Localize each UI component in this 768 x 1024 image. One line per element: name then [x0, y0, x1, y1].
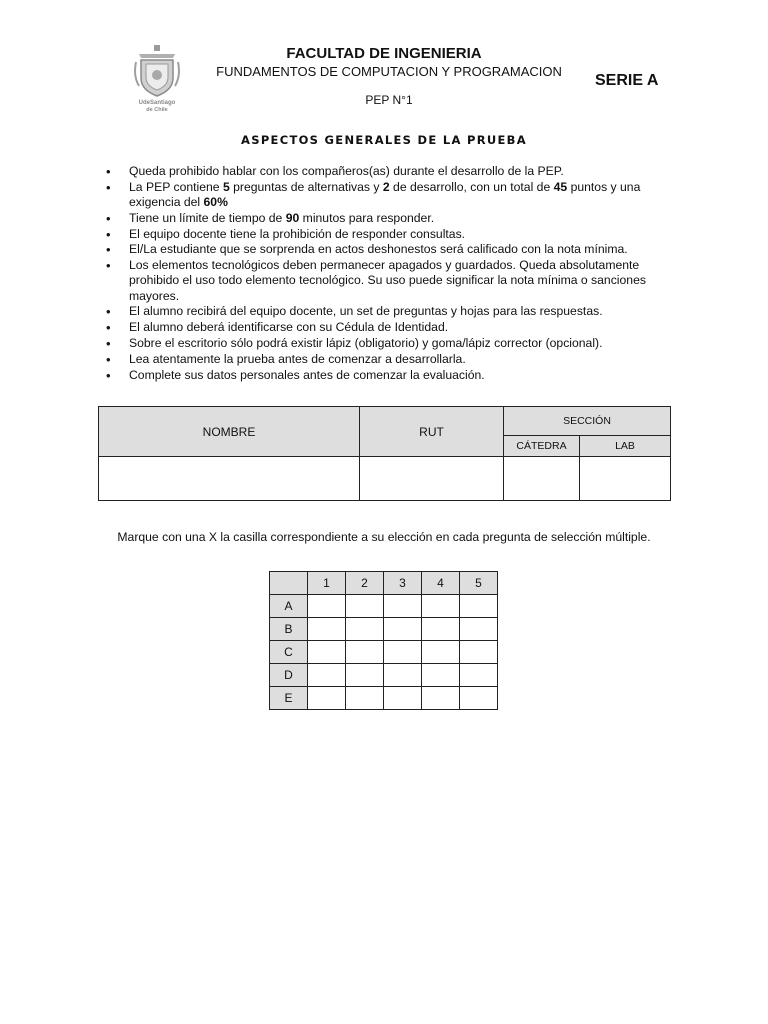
- grid-corner: [270, 572, 308, 595]
- answer-cell[interactable]: [422, 618, 460, 641]
- answer-cell[interactable]: [346, 687, 384, 710]
- answer-cell[interactable]: [384, 641, 422, 664]
- rule-item: • Tiene un límite de tiempo de 90 minutos para responder.: [106, 211, 671, 226]
- option-label: C: [270, 641, 308, 664]
- answer-cell[interactable]: [346, 641, 384, 664]
- answer-cell[interactable]: [384, 595, 422, 618]
- exam-number: PEP N°1: [365, 93, 413, 107]
- question-header: 1: [308, 572, 346, 595]
- answer-cell[interactable]: [422, 687, 460, 710]
- answer-cell[interactable]: [460, 595, 498, 618]
- answer-cell[interactable]: [460, 664, 498, 687]
- answer-cell[interactable]: [460, 687, 498, 710]
- seccion-header: SECCIÓN: [504, 407, 671, 436]
- catedra-field[interactable]: [504, 457, 580, 501]
- answer-cell[interactable]: [384, 687, 422, 710]
- question-header: 5: [460, 572, 498, 595]
- serie-label: SERIE A: [595, 72, 659, 89]
- answer-cell[interactable]: [460, 618, 498, 641]
- rule-item: • Queda prohibido hablar con los compañeros(as) durante el desarrollo de la PEP.: [106, 164, 671, 179]
- answer-cell[interactable]: [308, 595, 346, 618]
- answer-cell[interactable]: [308, 664, 346, 687]
- rule-item: • Complete sus datos personales antes de comenzar la evaluación.: [106, 368, 671, 383]
- rule-item: • El equipo docente tiene la prohibición de responder consultas.: [106, 227, 671, 242]
- lab-header: LAB: [580, 436, 671, 457]
- svg-text:UdeSantiago: UdeSantiago: [138, 100, 176, 106]
- question-header: 4: [422, 572, 460, 595]
- rut-header: RUT: [360, 407, 504, 457]
- answer-cell[interactable]: [308, 641, 346, 664]
- answer-cell[interactable]: [422, 641, 460, 664]
- faculty-title: FACULTAD DE INGENIERIA: [286, 45, 482, 62]
- rule-item: • El alumno recibirá del equipo docente, un set de preguntas y hojas para las respuestas.: [106, 304, 671, 319]
- answer-cell[interactable]: [460, 641, 498, 664]
- option-label: D: [270, 664, 308, 687]
- nombre-field[interactable]: [99, 457, 360, 501]
- answer-grid: [269, 571, 498, 710]
- answer-cell[interactable]: [346, 664, 384, 687]
- answer-cell[interactable]: [384, 664, 422, 687]
- lab-field[interactable]: [580, 457, 671, 501]
- answer-cell[interactable]: [346, 618, 384, 641]
- rule-item: • El/La estudiante que se sorprenda en actos deshonestos será calificado con la nota mínima.: [106, 242, 671, 257]
- rule-item: • Sobre el escritorio sólo podrá existir lápiz (obligatorio) y goma/lápiz corrector (opcional).: [106, 336, 671, 351]
- option-label: E: [270, 687, 308, 710]
- course-name: FUNDAMENTOS DE COMPUTACION Y PROGRAMACION: [216, 64, 562, 79]
- question-header: 2: [346, 572, 384, 595]
- answer-cell[interactable]: [308, 687, 346, 710]
- rules-list: [106, 164, 671, 383]
- student-id-table: [98, 406, 671, 501]
- rule-item: • El alumno deberá identificarse con su Cédula de Identidad.: [106, 320, 671, 335]
- option-label: B: [270, 618, 308, 641]
- rule-item: • La PEP contiene 5 preguntas de alternativas y 2 de desarrollo, con un total de 45 puntos y una exigencia del 60%: [106, 180, 671, 210]
- rule-item: • Los elementos tecnológicos deben permanecer apagados y guardados. Queda absolutamente prohibido el uso todo elemento tecnológico. Su uso puede significar la nota mínima o sanciones mayores.: [106, 258, 671, 304]
- rule-item: • Lea atentamente la prueba antes de comenzar a desarrollarla.: [106, 352, 671, 367]
- instruction-text: Marque con una X la casilla correspondiente a su elección en cada pregunta de selección múltiple.: [117, 530, 651, 544]
- catedra-header: CÁTEDRA: [504, 436, 580, 457]
- section-title: ASPECTOS GENERALES DE LA PRUEBA: [241, 133, 527, 147]
- answer-cell[interactable]: [422, 664, 460, 687]
- nombre-header: NOMBRE: [99, 407, 360, 457]
- option-label: A: [270, 595, 308, 618]
- question-header: 3: [384, 572, 422, 595]
- svg-text:de Chile: de Chile: [146, 107, 168, 113]
- answer-cell[interactable]: [308, 618, 346, 641]
- answer-cell[interactable]: [384, 618, 422, 641]
- answer-cell[interactable]: [346, 595, 384, 618]
- rut-field[interactable]: [360, 457, 504, 501]
- answer-cell[interactable]: [422, 595, 460, 618]
